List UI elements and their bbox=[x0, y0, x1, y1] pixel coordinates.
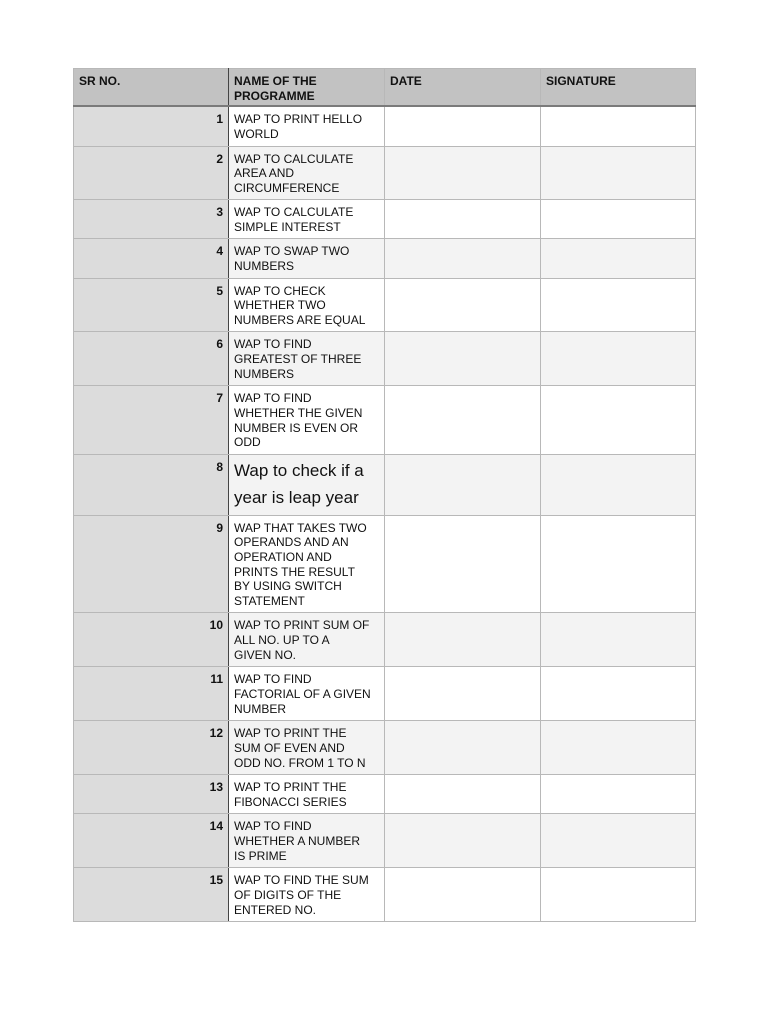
programme-name-cell: WAP TO CALCULATE SIMPLE INTEREST bbox=[229, 200, 385, 239]
programme-name-cell: WAP TO PRINT THE SUM OF EVEN AND ODD NO. FROM 1 TO N bbox=[229, 721, 385, 775]
sr-cell: 1 bbox=[74, 106, 229, 146]
signature-cell[interactable] bbox=[541, 200, 696, 239]
programme-name-cell: WAP TO FIND GREATEST OF THREE NUMBERS bbox=[229, 332, 385, 386]
date-cell[interactable] bbox=[385, 814, 541, 868]
sr-cell: 2 bbox=[74, 146, 229, 200]
table-row bbox=[74, 721, 696, 775]
programme-name-cell: WAP TO FIND WHETHER A NUMBER IS PRIME bbox=[229, 814, 385, 868]
date-cell[interactable] bbox=[385, 667, 541, 721]
date-cell[interactable] bbox=[385, 515, 541, 613]
date-cell[interactable] bbox=[385, 278, 541, 332]
table-row bbox=[74, 146, 696, 200]
sr-cell: 11 bbox=[74, 667, 229, 721]
date-cell[interactable] bbox=[385, 775, 541, 814]
sr-cell: 6 bbox=[74, 332, 229, 386]
programme-name-cell: WAP THAT TAKES TWO OPERANDS AND AN OPERATION AND PRINTS THE RESULT BY USING SWITCH STATEMENT bbox=[229, 515, 385, 613]
sr-cell: 9 bbox=[74, 515, 229, 613]
table-row bbox=[74, 200, 696, 239]
signature-cell[interactable] bbox=[541, 454, 696, 515]
signature-cell[interactable] bbox=[541, 146, 696, 200]
date-cell[interactable] bbox=[385, 332, 541, 386]
program-index-table bbox=[73, 68, 696, 922]
sr-cell: 7 bbox=[74, 386, 229, 454]
programme-name-cell: WAP TO PRINT HELLO WORLD bbox=[229, 106, 385, 146]
header-sr-no: SR NO. bbox=[74, 69, 229, 107]
signature-cell[interactable] bbox=[541, 613, 696, 667]
date-cell[interactable] bbox=[385, 613, 541, 667]
table-body bbox=[74, 106, 696, 922]
table-row bbox=[74, 332, 696, 386]
sr-cell: 3 bbox=[74, 200, 229, 239]
header-row bbox=[74, 69, 696, 107]
date-cell[interactable] bbox=[385, 146, 541, 200]
date-cell[interactable] bbox=[385, 721, 541, 775]
sr-cell: 4 bbox=[74, 239, 229, 278]
signature-cell[interactable] bbox=[541, 515, 696, 613]
date-cell[interactable] bbox=[385, 106, 541, 146]
sr-cell: 8 bbox=[74, 454, 229, 515]
programme-name-cell: WAP TO CALCULATE AREA AND CIRCUMFERENCE bbox=[229, 146, 385, 200]
table-row bbox=[74, 386, 696, 454]
table-row bbox=[74, 239, 696, 278]
table-row bbox=[74, 868, 696, 922]
table-row bbox=[74, 613, 696, 667]
date-cell[interactable] bbox=[385, 868, 541, 922]
header-programme-name: NAME OF THE PROGRAMME bbox=[229, 69, 385, 107]
signature-cell[interactable] bbox=[541, 106, 696, 146]
table-row bbox=[74, 667, 696, 721]
table-header bbox=[74, 69, 696, 107]
date-cell[interactable] bbox=[385, 454, 541, 515]
programme-name-cell: WAP TO FIND WHETHER THE GIVEN NUMBER IS EVEN OR ODD bbox=[229, 386, 385, 454]
sr-cell: 12 bbox=[74, 721, 229, 775]
table-row bbox=[74, 515, 696, 613]
signature-cell[interactable] bbox=[541, 721, 696, 775]
table-row bbox=[74, 278, 696, 332]
signature-cell[interactable] bbox=[541, 667, 696, 721]
date-cell[interactable] bbox=[385, 386, 541, 454]
programme-name-cell: WAP TO FIND THE SUM OF DIGITS OF THE ENTERED NO. bbox=[229, 868, 385, 922]
sr-cell: 13 bbox=[74, 775, 229, 814]
date-cell[interactable] bbox=[385, 239, 541, 278]
signature-cell[interactable] bbox=[541, 814, 696, 868]
table-row bbox=[74, 775, 696, 814]
signature-cell[interactable] bbox=[541, 868, 696, 922]
date-cell[interactable] bbox=[385, 200, 541, 239]
sr-cell: 5 bbox=[74, 278, 229, 332]
programme-name-cell: WAP TO PRINT THE FIBONACCI SERIES bbox=[229, 775, 385, 814]
sr-cell: 10 bbox=[74, 613, 229, 667]
programme-name-cell: WAP TO PRINT SUM OF ALL NO. UP TO A GIVEN NO. bbox=[229, 613, 385, 667]
header-signature: SIGNATURE bbox=[541, 69, 696, 107]
table-row bbox=[74, 454, 696, 515]
header-date: DATE bbox=[385, 69, 541, 107]
sr-cell: 14 bbox=[74, 814, 229, 868]
signature-cell[interactable] bbox=[541, 239, 696, 278]
signature-cell[interactable] bbox=[541, 386, 696, 454]
table-row bbox=[74, 106, 696, 146]
programme-name-cell: WAP TO FIND FACTORIAL OF A GIVEN NUMBER bbox=[229, 667, 385, 721]
signature-cell[interactable] bbox=[541, 775, 696, 814]
signature-cell[interactable] bbox=[541, 278, 696, 332]
programme-name-cell: WAP TO CHECK WHETHER TWO NUMBERS ARE EQUAL bbox=[229, 278, 385, 332]
sr-cell: 15 bbox=[74, 868, 229, 922]
signature-cell[interactable] bbox=[541, 332, 696, 386]
table-row bbox=[74, 814, 696, 868]
programme-name-cell: WAP TO SWAP TWO NUMBERS bbox=[229, 239, 385, 278]
programme-name-cell: Wap to check if a year is leap year bbox=[229, 454, 385, 515]
